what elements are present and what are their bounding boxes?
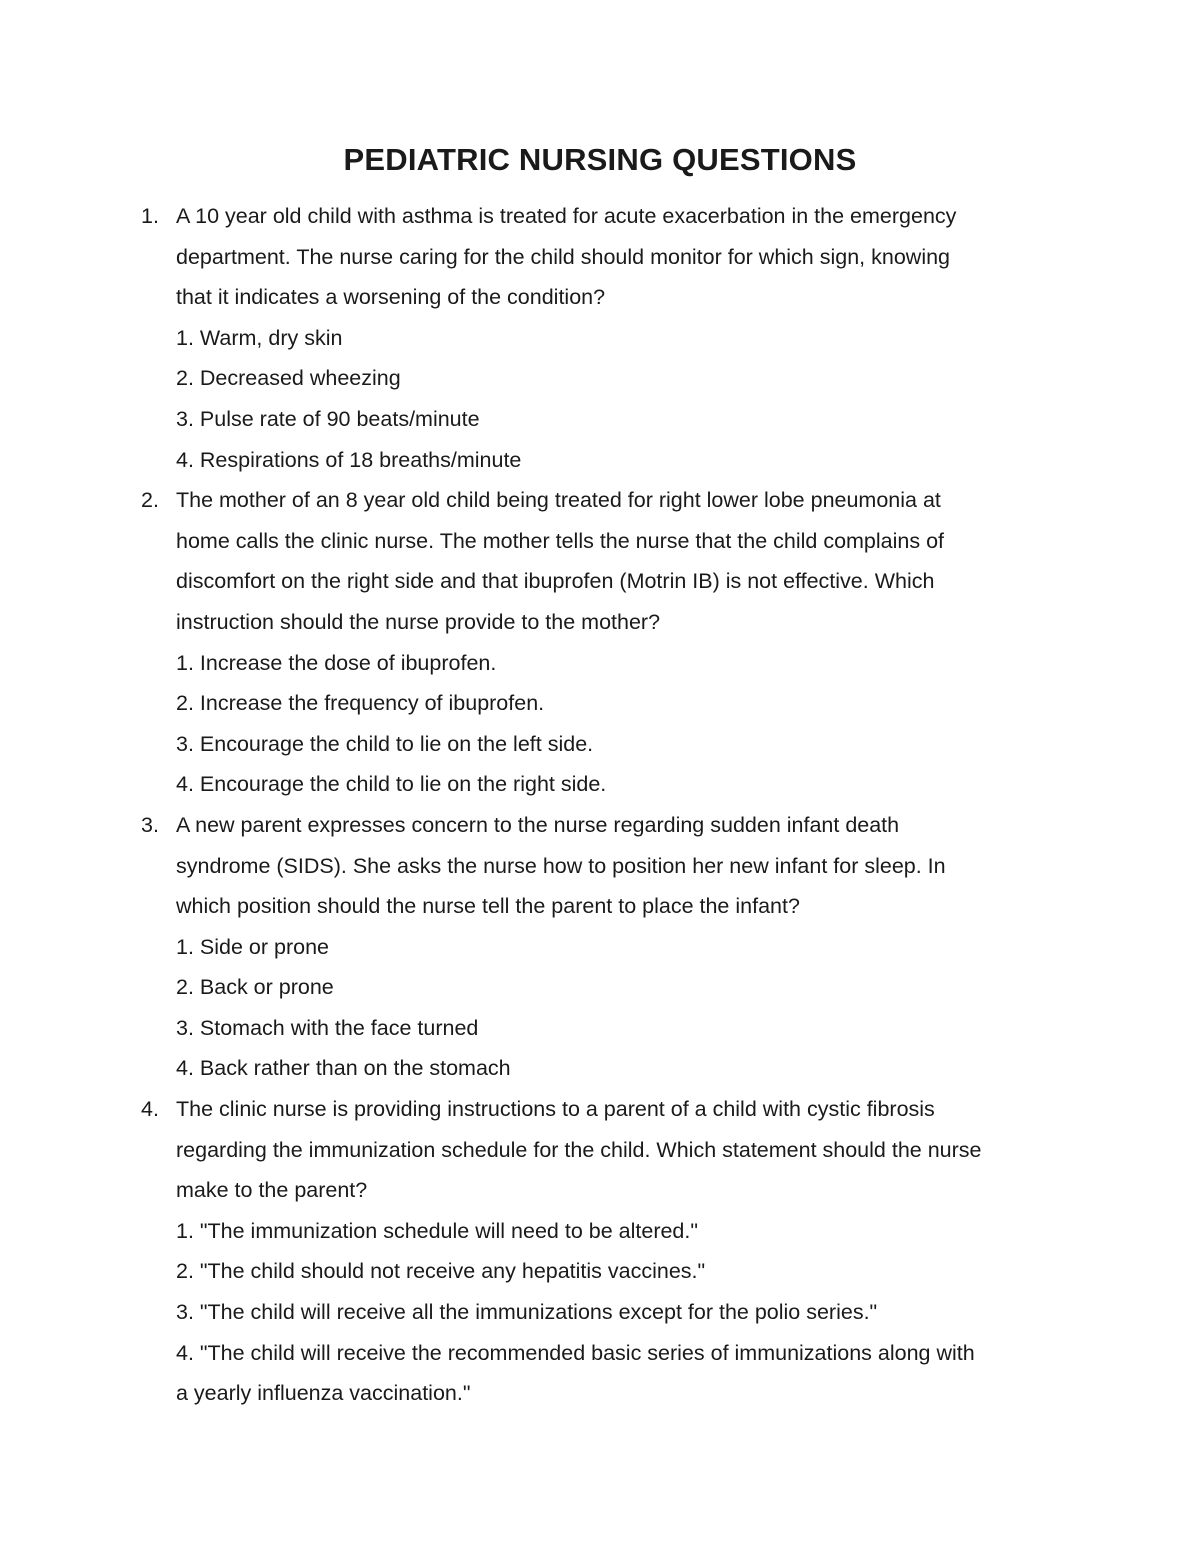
answer-option — [0, 399, 1200, 440]
question-text: The clinic nurse is providing instructions to a parent of a child with cystic fibrosis — [176, 1097, 935, 1122]
question-text: department. The nurse caring for the child should monitor for which sign, knowing — [176, 244, 951, 269]
question-text: instruction should the nurse provide to the mother? — [176, 609, 661, 634]
answer-option — [0, 1333, 1200, 1374]
answer-option — [0, 318, 1200, 359]
answer-option-text: 2. Back or prone — [176, 975, 334, 1000]
question-number: 3. — [141, 812, 159, 837]
answer-option — [0, 643, 1200, 684]
answer-option — [0, 440, 1200, 481]
question-text: syndrome (SIDS). She asks the nurse how to position her new infant for sleep. In — [176, 853, 946, 878]
question-text: regarding the immunization schedule for the child. Which statement should the nurse — [176, 1137, 982, 1162]
answer-option — [0, 1048, 1200, 1089]
page-title: PEDIATRIC NURSING QUESTIONS — [343, 142, 857, 177]
question-text: make to the parent? — [176, 1178, 368, 1203]
question-line — [0, 237, 1200, 278]
answer-option — [0, 358, 1200, 399]
answer-option — [0, 1251, 1200, 1292]
answer-option-text: 3. "The child will receive all the immunizations except for the polio series." — [176, 1300, 878, 1325]
answer-option-text: 4. "The child will receive the recommended basic series of immunizations along with — [176, 1340, 975, 1365]
answer-option — [0, 1373, 1200, 1414]
answer-option — [0, 764, 1200, 805]
question-line — [0, 846, 1200, 887]
question-line — [0, 277, 1200, 318]
question-text: which position should the nurse tell the parent to place the infant? — [176, 894, 800, 919]
question-item — [0, 805, 1200, 1089]
answer-option — [0, 1008, 1200, 1049]
answer-option — [0, 927, 1200, 968]
answer-option — [0, 724, 1200, 765]
question-text: discomfort on the right side and that ibuprofen (Motrin IB) is not effective. Which — [176, 569, 935, 594]
question-number: 4. — [141, 1097, 159, 1122]
answer-option — [0, 967, 1200, 1008]
question-line — [0, 886, 1200, 927]
question-text: The mother of an 8 year old child being treated for right lower lobe pneumonia at — [176, 488, 941, 513]
question-line — [0, 602, 1200, 643]
answer-option-text: 4. Respirations of 18 breaths/minute — [176, 447, 522, 472]
question-line — [0, 480, 1200, 521]
question-line — [0, 1170, 1200, 1211]
answer-option-text: 1. Warm, dry skin — [176, 325, 343, 350]
question-list — [0, 196, 1200, 1414]
question-number: 1. — [141, 204, 159, 228]
answer-option — [0, 683, 1200, 724]
answer-option-text: 3. Stomach with the face turned — [176, 1015, 479, 1040]
answer-option — [0, 1292, 1200, 1333]
answer-option-text: 3. Encourage the child to lie on the left side. — [176, 731, 594, 756]
question-text: home calls the clinic nurse. The mother tells the nurse that the child complains of — [176, 528, 945, 553]
answer-option-text: 4. Encourage the child to lie on the right side. — [176, 772, 607, 797]
question-line — [0, 805, 1200, 846]
question-line — [0, 1130, 1200, 1171]
question-text: A new parent expresses concern to the nurse regarding sudden infant death — [176, 812, 900, 837]
question-number: 2. — [141, 488, 159, 513]
answer-option-text: a yearly influenza vaccination." — [176, 1381, 471, 1406]
question-item — [0, 480, 1200, 805]
answer-option-text: 2. "The child should not receive any hepatitis vaccines." — [176, 1259, 706, 1284]
question-item — [0, 1089, 1200, 1414]
answer-option-text: 2. Decreased wheezing — [176, 366, 401, 391]
answer-option-text: 1. Increase the dose of ibuprofen. — [176, 650, 497, 675]
answer-option-text: 3. Pulse rate of 90 beats/minute — [176, 406, 480, 431]
question-item — [0, 196, 1200, 480]
question-line — [0, 196, 1200, 237]
answer-option-text: 2. Increase the frequency of ibuprofen. — [176, 691, 545, 716]
question-text: that it indicates a worsening of the condition? — [176, 285, 606, 310]
answer-option — [0, 1211, 1200, 1252]
question-line — [0, 521, 1200, 562]
question-line — [0, 1089, 1200, 1130]
answer-option-text: 1. "The immunization schedule will need to be altered." — [176, 1218, 698, 1243]
answer-option-text: 1. Side or prone — [176, 934, 329, 959]
question-line — [0, 561, 1200, 602]
answer-option-text: 4. Back rather than on the stomach — [176, 1056, 511, 1081]
question-text: A 10 year old child with asthma is treated for acute exacerbation in the emergency — [176, 204, 957, 228]
